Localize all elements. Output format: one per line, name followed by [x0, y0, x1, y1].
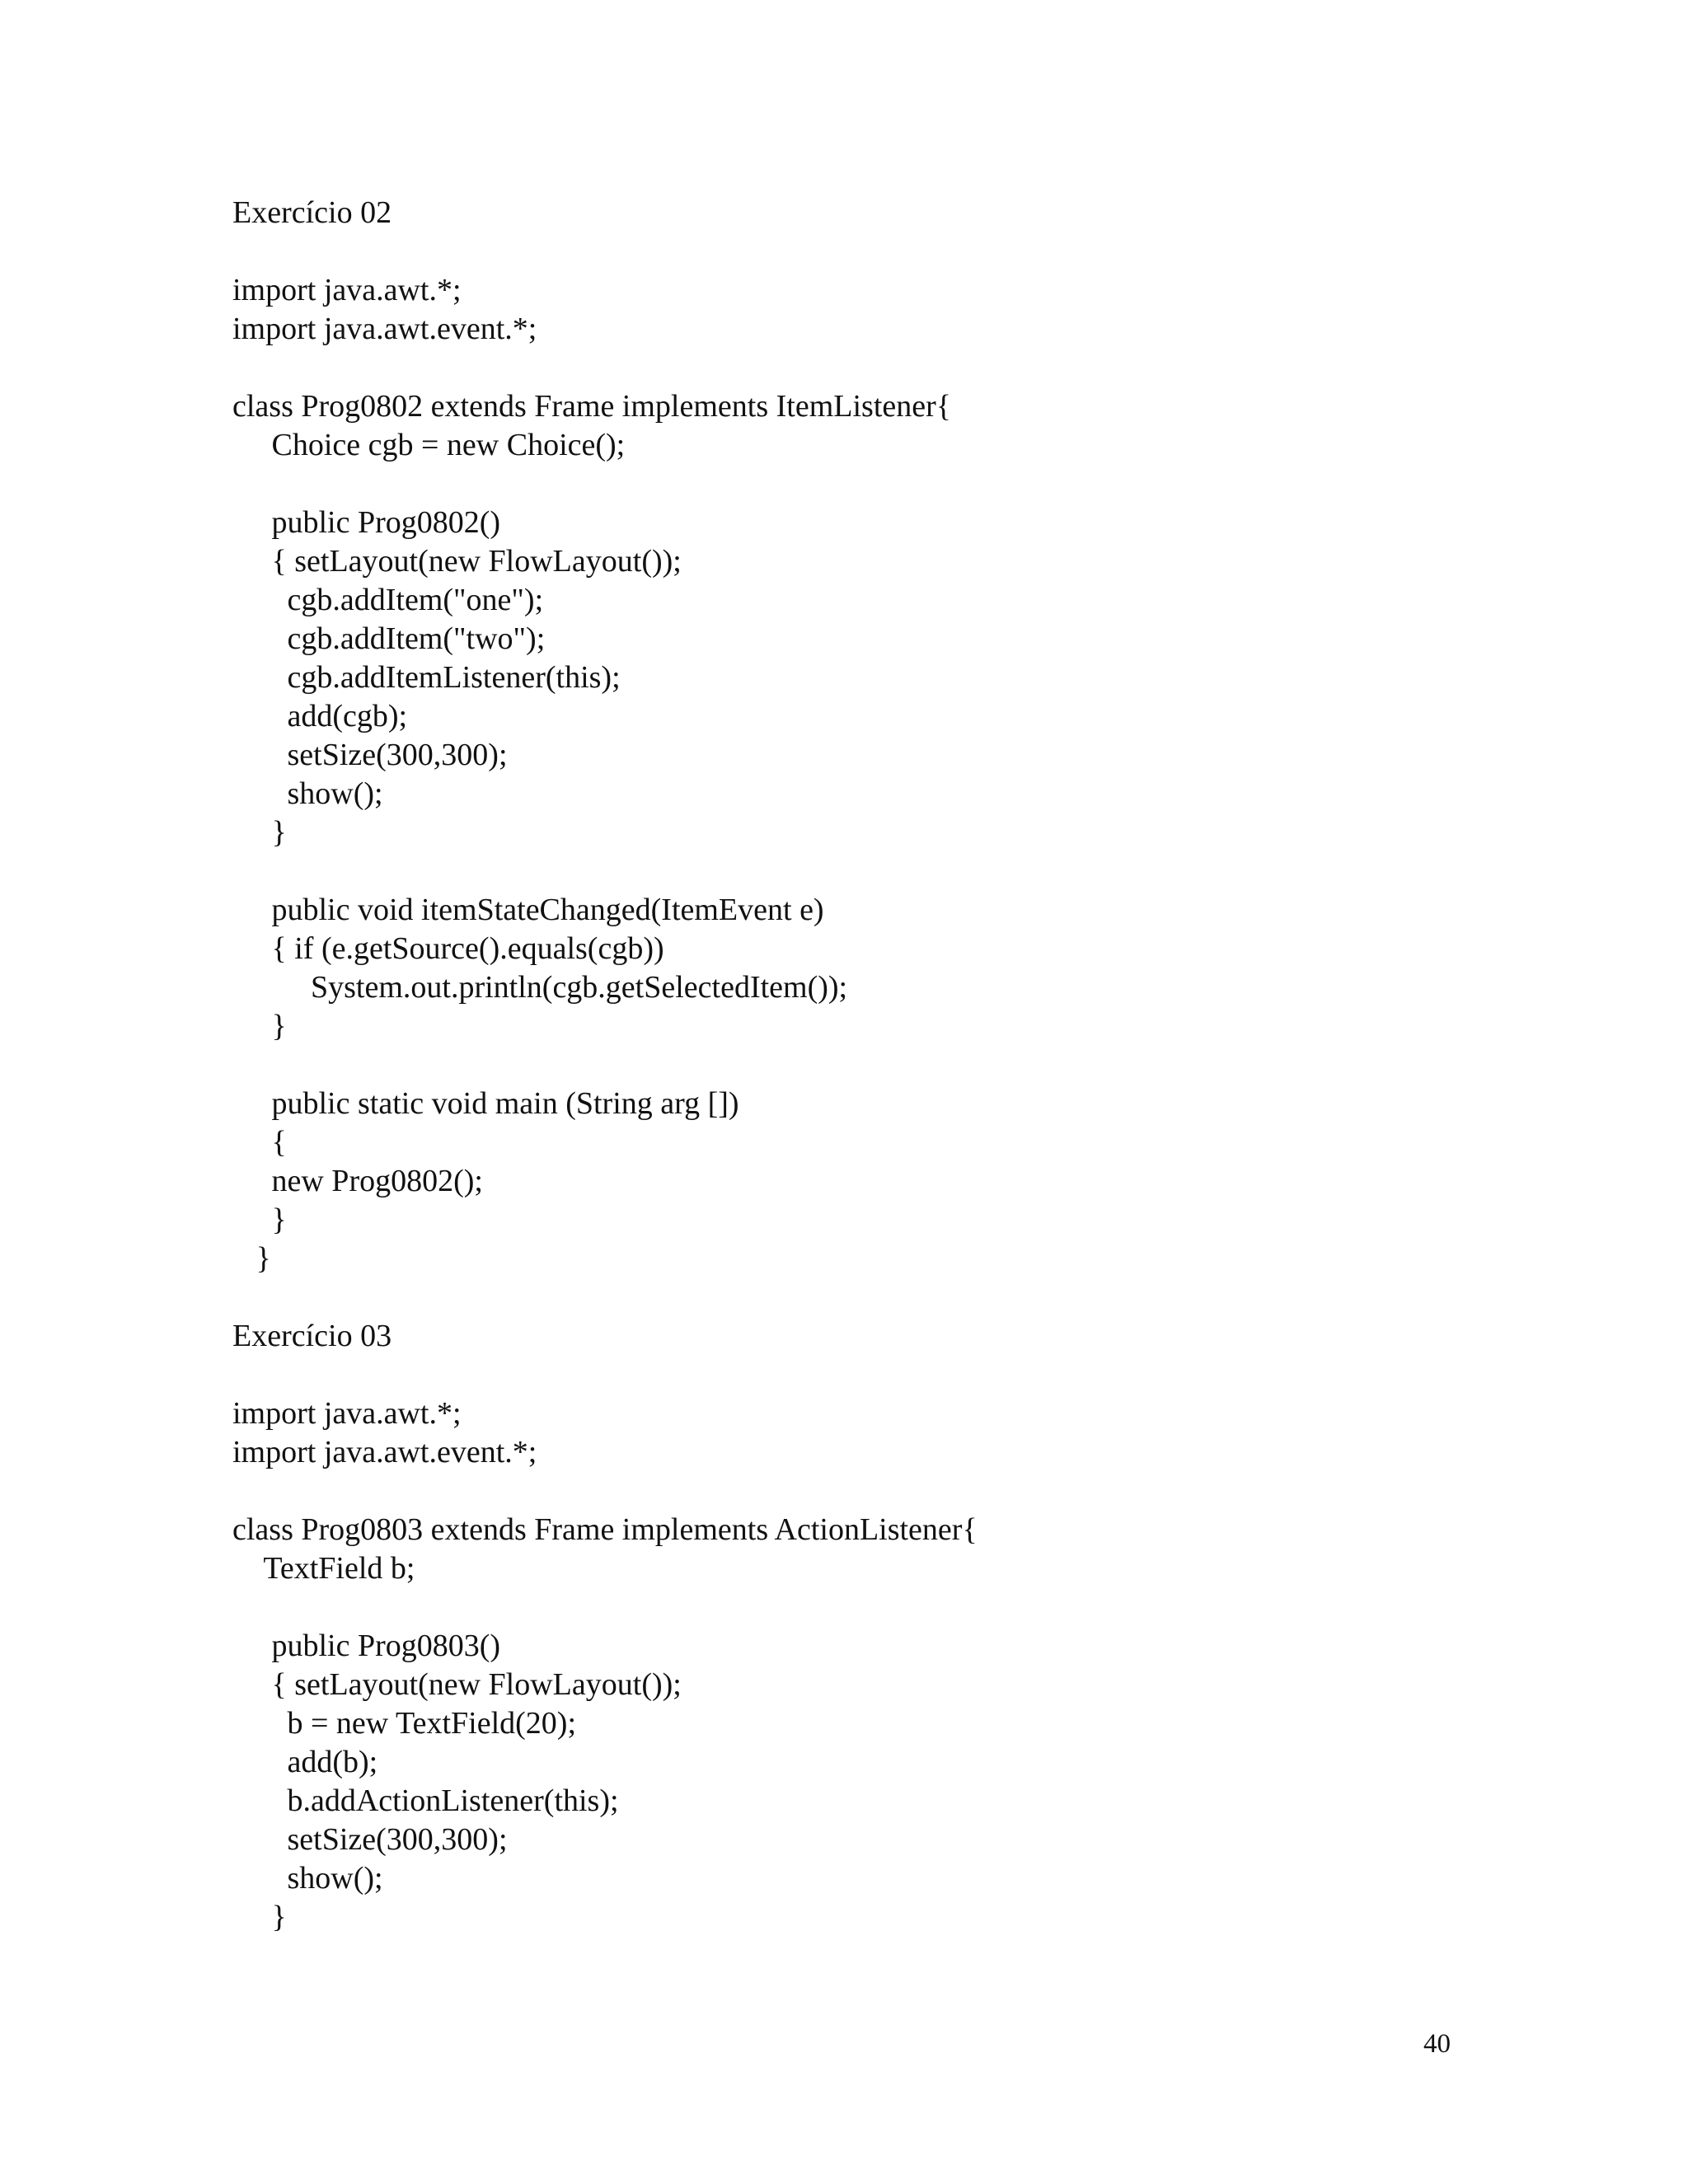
code-line: import java.awt.event.*; [232, 312, 537, 346]
code-line: add(cgb); [232, 699, 408, 733]
code-line: show(); [232, 1861, 383, 1896]
code-line: public void itemStateChanged(ItemEvent e) [232, 893, 824, 927]
code-line: { setLayout(new FlowLayout()); [232, 544, 682, 579]
code-line: public Prog0802() [232, 505, 501, 540]
code-line [232, 1046, 1485, 1085]
code-line [232, 1588, 1485, 1627]
code-line: System.out.println(cgb.getSelectedItem()); [232, 970, 848, 1005]
code-line: import java.awt.*; [232, 273, 462, 307]
code-line: cgb.addItem("two"); [232, 621, 546, 656]
page-number: 40 [1423, 2029, 1451, 2059]
code-line: } [232, 1009, 287, 1043]
code-line: } [232, 815, 287, 850]
code-line: TextField b; [232, 1551, 415, 1586]
code-line: import java.awt.*; [232, 1396, 462, 1431]
code-line: cgb.addItem("one"); [232, 583, 544, 617]
code-line: b.addActionListener(this); [232, 1783, 619, 1818]
code-line: cgb.addItemListener(this); [232, 660, 621, 695]
code-line: setSize(300,300); [232, 1822, 508, 1857]
code-line [232, 1278, 1485, 1317]
page-content [232, 194, 1485, 1937]
exercise-02-code [232, 232, 1485, 1317]
code-line: } [232, 1202, 287, 1237]
code-line [232, 1472, 1485, 1511]
code-line: { if (e.getSource().equals(cgb)) [232, 931, 664, 966]
code-line: { [232, 1125, 287, 1160]
exercise-03-code [232, 1356, 1485, 1937]
code-line: { setLayout(new FlowLayout()); [232, 1667, 682, 1702]
code-line [232, 465, 1485, 504]
code-line: } [232, 1241, 271, 1276]
exercise-03-section [232, 1317, 1485, 1937]
code-line: show(); [232, 776, 383, 811]
code-line: } [232, 1900, 287, 1934]
exercise-03-heading: Exercício 03 [232, 1319, 392, 1353]
code-line: class Prog0803 extends Frame implements ActionListener{ [232, 1512, 978, 1547]
code-line: Choice cgb = new Choice(); [232, 428, 626, 462]
exercise-02-heading: Exercício 02 [232, 195, 392, 230]
code-line: new Prog0802(); [232, 1164, 483, 1198]
code-line [232, 852, 1485, 891]
code-line: public static void main (String arg []) [232, 1086, 739, 1121]
code-line [232, 232, 1485, 271]
code-line: setSize(300,300); [232, 738, 508, 772]
code-line [232, 349, 1485, 387]
code-line: add(b); [232, 1745, 378, 1779]
exercise-02-section [232, 194, 1485, 1317]
code-line: class Prog0802 extends Frame implements ItemListener{ [232, 389, 951, 424]
code-line: public Prog0803() [232, 1629, 501, 1663]
code-line: import java.awt.event.*; [232, 1435, 537, 1469]
code-line [232, 1356, 1485, 1394]
code-line: b = new TextField(20); [232, 1706, 577, 1741]
